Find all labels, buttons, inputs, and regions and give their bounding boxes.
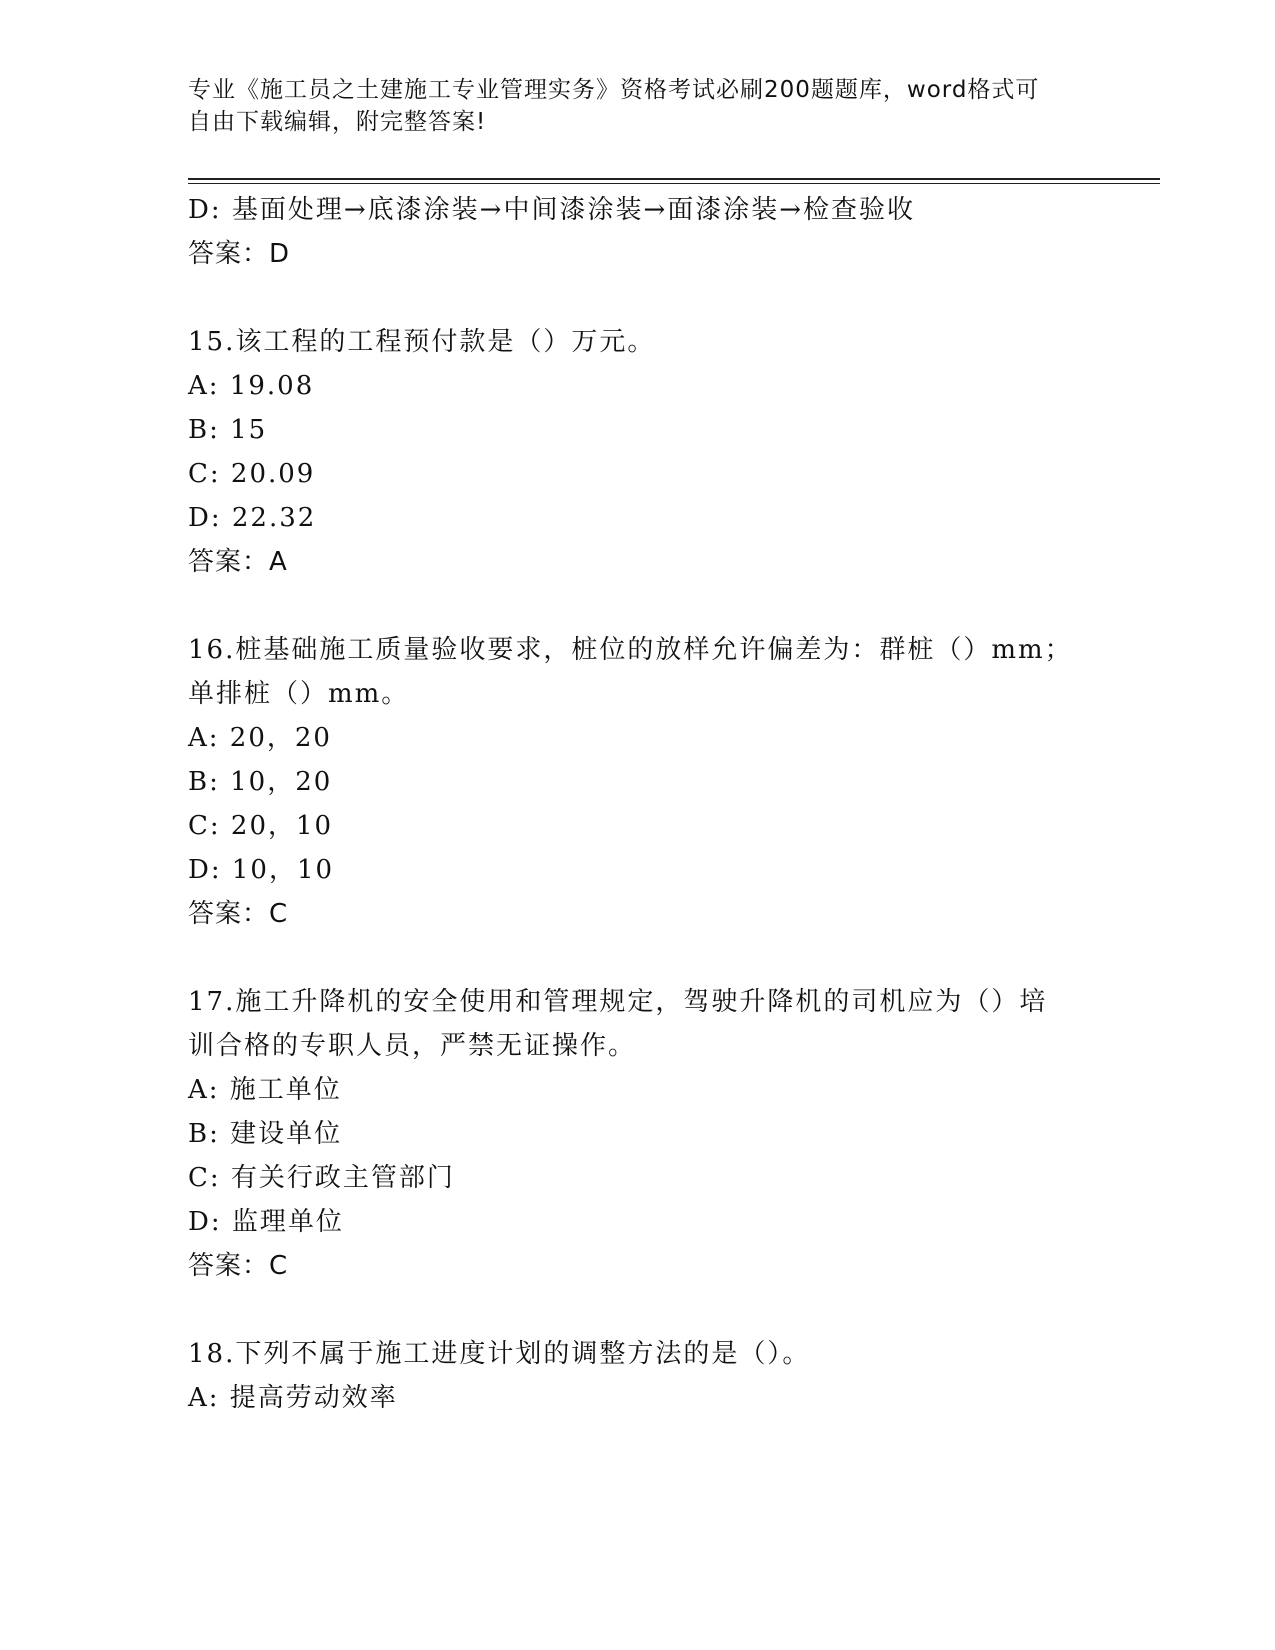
header-divider-thin <box>188 183 1160 184</box>
q17-stem-line-1: 17.施工升降机的安全使用和管理规定，驾驶升降机的司机应为（）培 <box>188 987 1048 1017</box>
q15-option-c: C: 20.09 <box>188 459 316 489</box>
header-line-1: 专业《施工员之土建施工专业管理实务》资格考试必刷200题题库，word格式可 <box>188 77 1040 103</box>
q18-option-a: A: 提高劳动效率 <box>188 1383 398 1413</box>
q16-option-b: B: 10，20 <box>188 767 333 797</box>
q16-answer: 答案：C <box>188 899 289 929</box>
q17-stem-line-2: 训合格的专职人员，严禁无证操作。 <box>188 1031 637 1061</box>
q17-answer: 答案：C <box>188 1251 289 1281</box>
q15-option-b: B: 15 <box>188 415 268 445</box>
q17-option-c: C: 有关行政主管部门 <box>188 1163 455 1193</box>
prev-answer: 答案：D <box>188 239 291 269</box>
header-line-2: 自由下载编辑，附完整答案! <box>188 109 487 135</box>
q15-stem: 15.该工程的工程预付款是（）万元。 <box>188 327 656 357</box>
q15-option-a: A: 19.08 <box>188 371 315 401</box>
q15-answer: 答案：A <box>188 547 288 577</box>
q17-option-d: D: 监理单位 <box>188 1207 344 1237</box>
document-header <box>188 74 1068 138</box>
q16-option-a: A: 20，20 <box>188 723 332 753</box>
q16-stem-line-1: 16.桩基础施工质量验收要求，桩位的放样允许偏差为：群桩（）mm； <box>188 635 1073 665</box>
q17-option-a: A: 施工单位 <box>188 1075 342 1105</box>
q18-stem: 18.下列不属于施工进度计划的调整方法的是（）。 <box>188 1339 811 1369</box>
q15-option-d: D: 22.32 <box>188 503 317 533</box>
q16-option-c: C: 20，10 <box>188 811 334 841</box>
header-divider-thick <box>188 178 1160 180</box>
q16-stem-line-2: 单排桩（）mm。 <box>188 679 410 709</box>
q17-option-b: B: 建设单位 <box>188 1119 343 1149</box>
q16-option-d: D: 10，10 <box>188 855 335 885</box>
prev-option-d: D: 基面处理→底漆涂装→中间漆涂装→面漆涂装→检查验收 <box>188 195 916 225</box>
